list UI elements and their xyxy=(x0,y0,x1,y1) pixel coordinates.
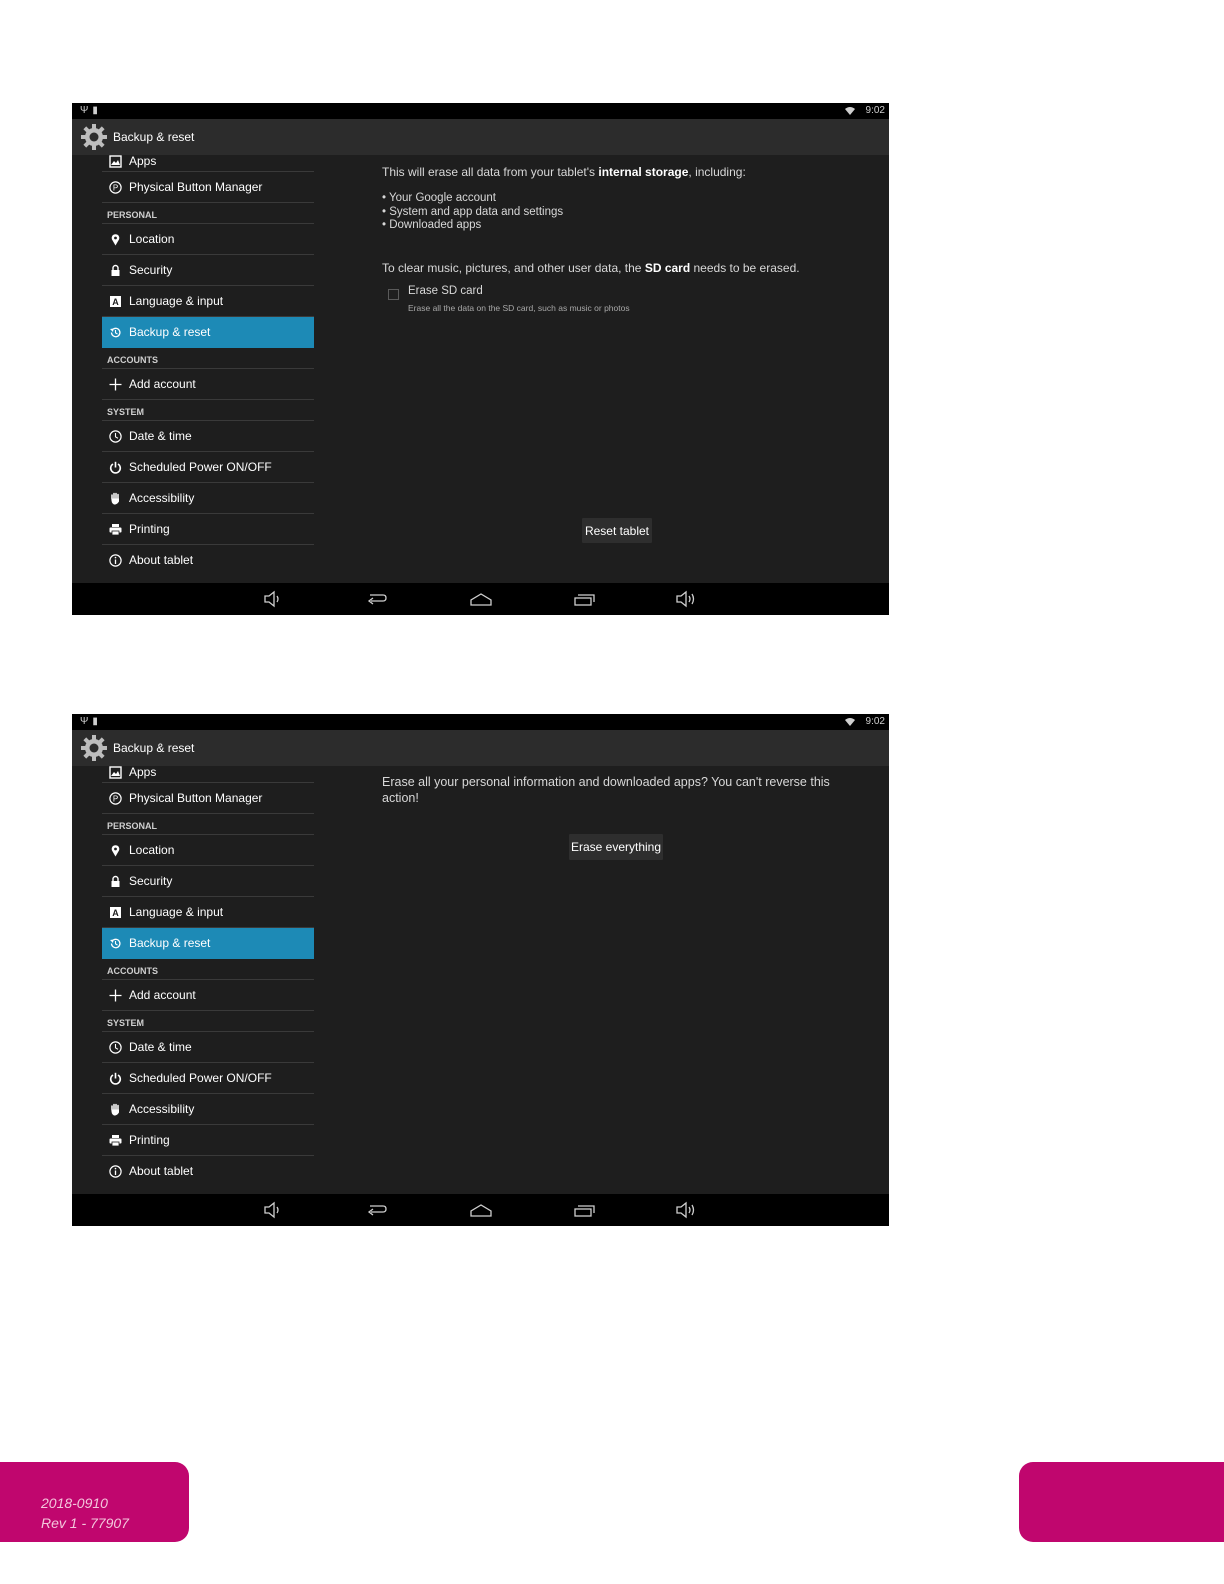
sidebar-item-label: Location xyxy=(129,843,175,857)
sidebar-item-label: Security xyxy=(129,263,173,277)
sidebar-item-printing[interactable] xyxy=(102,1125,314,1156)
lock-icon xyxy=(108,263,122,277)
sidebar-item-label: Location xyxy=(129,232,175,246)
p-circle-icon xyxy=(108,180,122,194)
usb-icon: Ψ▮ xyxy=(80,105,102,116)
recent-apps-icon[interactable] xyxy=(572,589,596,609)
sidebar-item-label: Printing xyxy=(129,522,170,536)
erase-intro-text: This will erase all data from your tablet's internal storage, including: xyxy=(382,165,746,179)
volume-down-icon[interactable] xyxy=(262,1200,286,1220)
sidebar-item-date-and-time[interactable] xyxy=(102,1032,314,1063)
clock-icon xyxy=(108,1040,122,1054)
sidebar-item-apps[interactable] xyxy=(102,762,314,783)
page-title: Backup & reset xyxy=(113,130,195,144)
sidebar-item-label: Language & input xyxy=(129,905,224,919)
keyboard-a-icon xyxy=(108,905,122,919)
sidebar-item-label: Add account xyxy=(129,988,196,1002)
volume-up-icon[interactable] xyxy=(675,1200,699,1220)
section-header-system: SYSTEM xyxy=(102,400,314,421)
list-item: • Your Google account xyxy=(382,192,563,206)
settings-gear-icon[interactable] xyxy=(81,124,107,150)
sidebar-item-accessibility[interactable] xyxy=(102,1094,314,1125)
svg-text:A: A xyxy=(111,907,119,918)
sidebar-item-label: Date & time xyxy=(129,1040,192,1054)
sidebar-item-apps[interactable] xyxy=(102,151,314,172)
wifi-icon xyxy=(844,717,856,727)
clock-icon xyxy=(108,429,122,443)
sidebar-item-physical-button-manager[interactable] xyxy=(102,783,314,814)
info-icon xyxy=(108,553,122,567)
list-item: • System and app data and settings xyxy=(382,206,563,220)
restore-icon xyxy=(108,936,122,950)
home-icon[interactable] xyxy=(469,1200,493,1220)
hand-icon xyxy=(108,1102,122,1116)
power-icon xyxy=(108,460,122,474)
erase-everything-button[interactable]: Erase everything xyxy=(569,834,663,860)
reset-tablet-button[interactable]: Reset tablet xyxy=(582,518,652,543)
erase-sd-checkbox[interactable] xyxy=(388,289,399,300)
action-bar xyxy=(72,119,889,155)
sidebar-item-accessibility[interactable] xyxy=(102,483,314,514)
plus-icon xyxy=(108,988,122,1002)
printer-icon xyxy=(108,1133,122,1147)
erased-items-list xyxy=(382,192,563,233)
footer-tab-right xyxy=(1019,1462,1224,1542)
screenshot-erase-confirm xyxy=(72,714,889,1226)
sidebar-item-date-and-time[interactable] xyxy=(102,421,314,452)
sd-card-text: To clear music, pictures, and other user data, the SD card needs to be erased. xyxy=(382,261,800,275)
section-header-accounts: ACCOUNTS xyxy=(102,348,314,369)
sidebar-item-about-tablet[interactable] xyxy=(102,1156,314,1186)
system-nav-bar xyxy=(72,1194,889,1226)
status-bar xyxy=(72,714,889,730)
apps-icon xyxy=(108,765,122,779)
sidebar-item-label: Accessibility xyxy=(129,491,195,505)
screenshot-reset-tablet xyxy=(72,103,889,615)
svg-text:A: A xyxy=(111,296,119,307)
sidebar-item-scheduled-power-on-off[interactable] xyxy=(102,452,314,483)
settings-gear-icon[interactable] xyxy=(81,735,107,761)
sidebar-item-scheduled-power-on-off[interactable] xyxy=(102,1063,314,1094)
sidebar-item-label: Physical Button Manager xyxy=(129,791,263,805)
wifi-icon xyxy=(844,106,856,116)
status-time: 9:02 xyxy=(865,105,885,116)
erase-sd-sublabel: Erase all the data on the SD card, such as music or photos xyxy=(408,303,630,313)
status-bar xyxy=(72,103,889,119)
sidebar-item-label: About tablet xyxy=(129,1164,194,1178)
sidebar-item-physical-button-manager[interactable] xyxy=(102,172,314,203)
footer-date: 2018-0910 xyxy=(41,1495,108,1511)
erase-sd-label[interactable]: Erase SD card xyxy=(408,285,483,297)
sidebar-item-printing[interactable] xyxy=(102,514,314,545)
hand-icon xyxy=(108,491,122,505)
sidebar-item-backup-and-reset[interactable] xyxy=(102,317,314,348)
sidebar-item-security[interactable] xyxy=(102,255,314,286)
sidebar-item-label: Add account xyxy=(129,377,196,391)
volume-down-icon[interactable] xyxy=(262,589,286,609)
sidebar-item-add-account[interactable] xyxy=(102,369,314,400)
volume-up-icon[interactable] xyxy=(675,589,699,609)
page-title: Backup & reset xyxy=(113,741,195,755)
svg-text:P: P xyxy=(112,182,118,192)
section-header-accounts: ACCOUNTS xyxy=(102,959,314,980)
status-time: 9:02 xyxy=(865,716,885,727)
list-item: • Downloaded apps xyxy=(382,219,563,233)
home-icon[interactable] xyxy=(469,589,493,609)
sidebar-item-location[interactable] xyxy=(102,835,314,866)
sidebar-item-label: Date & time xyxy=(129,429,192,443)
sidebar-item-security[interactable] xyxy=(102,866,314,897)
sidebar-item-language-and-input[interactable] xyxy=(102,286,314,317)
sidebar-item-label: Backup & reset xyxy=(129,936,211,950)
svg-text:P: P xyxy=(112,793,118,803)
p-circle-icon xyxy=(108,791,122,805)
sidebar-item-label: Accessibility xyxy=(129,1102,195,1116)
action-bar xyxy=(72,730,889,766)
footer-tab-left xyxy=(0,1462,189,1542)
restore-icon xyxy=(108,325,122,339)
apps-icon xyxy=(108,154,122,168)
sidebar-item-label: Apps xyxy=(129,765,157,779)
sidebar-item-backup-and-reset[interactable] xyxy=(102,928,314,959)
back-icon[interactable] xyxy=(365,589,389,609)
sidebar-item-label: Physical Button Manager xyxy=(129,180,263,194)
sidebar-item-location[interactable] xyxy=(102,224,314,255)
sidebar-item-label: Printing xyxy=(129,1133,170,1147)
sidebar-item-label: Language & input xyxy=(129,294,224,308)
footer-revision: Rev 1 - 77907 xyxy=(41,1515,129,1531)
power-icon xyxy=(108,1071,122,1085)
printer-icon xyxy=(108,522,122,536)
keyboard-a-icon xyxy=(108,294,122,308)
info-icon xyxy=(108,1164,122,1178)
sidebar-item-label: Security xyxy=(129,874,173,888)
sidebar-item-about-tablet[interactable] xyxy=(102,545,314,575)
back-icon[interactable] xyxy=(365,1200,389,1220)
location-pin-icon xyxy=(108,843,122,857)
recent-apps-icon[interactable] xyxy=(572,1200,596,1220)
sidebar-item-label: Apps xyxy=(129,154,157,168)
sidebar-item-label: About tablet xyxy=(129,553,194,567)
sidebar-item-label: Scheduled Power ON/OFF xyxy=(129,460,272,474)
sidebar-item-add-account[interactable] xyxy=(102,980,314,1011)
section-header-personal: PERSONAL xyxy=(102,814,314,835)
settings-sidebar xyxy=(102,766,314,1186)
section-header-personal: PERSONAL xyxy=(102,203,314,224)
lock-icon xyxy=(108,874,122,888)
sidebar-item-label: Scheduled Power ON/OFF xyxy=(129,1071,272,1085)
location-pin-icon xyxy=(108,232,122,246)
sidebar-item-label: Backup & reset xyxy=(129,325,211,339)
plus-icon xyxy=(108,377,122,391)
usb-icon: Ψ▮ xyxy=(80,716,102,727)
section-header-system: SYSTEM xyxy=(102,1011,314,1032)
settings-sidebar xyxy=(102,155,314,575)
erase-warning-message: Erase all your personal information and downloaded apps? You can't reverse this action! xyxy=(382,775,830,805)
sidebar-item-language-and-input[interactable] xyxy=(102,897,314,928)
system-nav-bar xyxy=(72,583,889,615)
